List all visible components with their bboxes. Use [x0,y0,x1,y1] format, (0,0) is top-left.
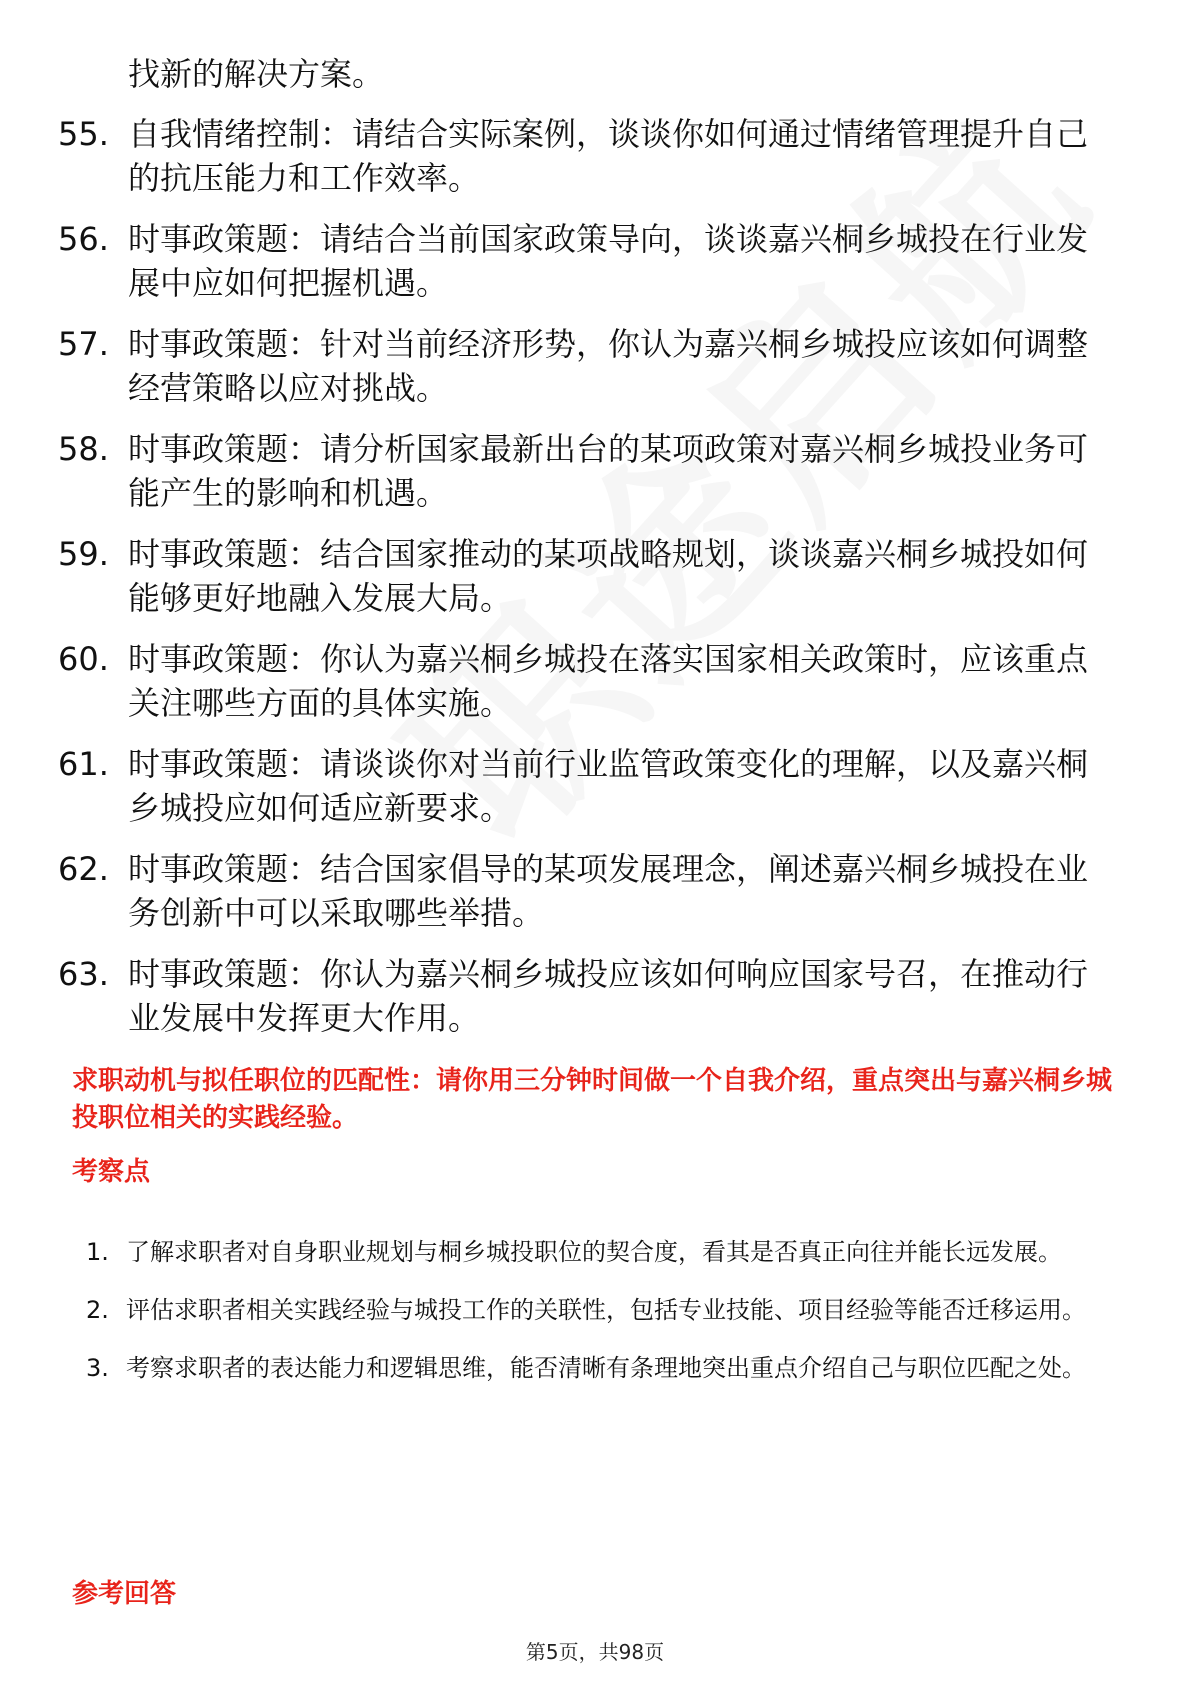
question-item [58,532,1118,620]
question-number: 55. [58,115,109,153]
exam-point-item [86,1339,1126,1397]
exam-point-text: 评估求职者相关实践经验与城投工作的关联性，包括专业技能、项目经验等能否迁移运用。 [126,1296,1086,1324]
question-number: 63. [58,955,109,993]
exam-point-item [86,1223,1126,1281]
page-footer: 第5页，共98页 [525,1640,665,1664]
question-number: 58. [58,430,109,468]
question-item [58,847,1118,935]
continuation-text: 找新的解决方案。 [128,55,385,93]
reference-answer-heading: 参考回答 [72,1579,177,1609]
exam-point-number: 2. [86,1296,109,1324]
question-item [58,952,1118,1040]
question-item [58,637,1118,725]
question-item [58,427,1118,515]
question-item [58,742,1118,830]
question-text: 时事政策题：请结合当前国家政策导向，谈谈嘉兴桐乡城投在行业发展中应如何把握机遇。 [128,220,1089,302]
question-number: 61. [58,745,109,783]
highlight-question: 求职动机与拟任职位的匹配性：请你用三分钟时间做一个自我介绍，重点突出与嘉兴桐乡城投职位相关的实践经验。 [72,1066,1113,1133]
exam-point-number: 3. [86,1354,109,1382]
question-text: 时事政策题：你认为嘉兴桐乡城投应该如何响应国家号召，在推动行业发展中发挥更大作用。 [128,955,1089,1037]
question-number: 62. [58,850,109,888]
question-text: 时事政策题：你认为嘉兴桐乡城投在落实国家相关政策时，应该重点关注哪些方面的具体实施。 [128,640,1089,722]
question-item [58,112,1118,200]
question-number: 57. [58,325,109,363]
question-text: 时事政策题：请谈谈你对当前行业监管政策变化的理解，以及嘉兴桐乡城投应如何适应新要求。 [128,745,1089,827]
question-text: 时事政策题：请分析国家最新出台的某项政策对嘉兴桐乡城投业务可能产生的影响和机遇。 [128,430,1089,512]
question-item [58,217,1118,305]
question-number: 56. [58,220,109,258]
exam-point-number: 1. [86,1238,109,1266]
question-number: 60. [58,640,109,678]
question-text: 时事政策题：针对当前经济形势，你认为嘉兴桐乡城投应该如何调整经营策略以应对挑战。 [128,325,1089,407]
question-number: 59. [58,535,109,573]
question-item [58,322,1118,410]
question-text: 时事政策题：结合国家倡导的某项发展理念，阐述嘉兴桐乡城投在业务创新中可以采取哪些举措。 [128,850,1089,932]
exam-points-heading: 考察点 [72,1157,151,1187]
question-text: 自我情绪控制：请结合实际案例，谈谈你如何通过情绪管理提升自己的抗压能力和工作效率。 [128,115,1089,197]
exam-points-list [86,1223,1126,1397]
exam-point-text: 了解求职者对自身职业规划与桐乡城投职位的契合度，看其是否真正向往并能长远发展。 [126,1238,1062,1266]
exam-point-item [86,1281,1126,1339]
question-text: 时事政策题：结合国家推动的某项战略规划，谈谈嘉兴桐乡城投如何能够更好地融入发展大局。 [128,535,1089,617]
exam-point-text: 考察求职者的表达能力和逻辑思维，能否清晰有条理地突出重点介绍自己与职位匹配之处。 [126,1354,1086,1382]
question-list [58,112,1118,1057]
